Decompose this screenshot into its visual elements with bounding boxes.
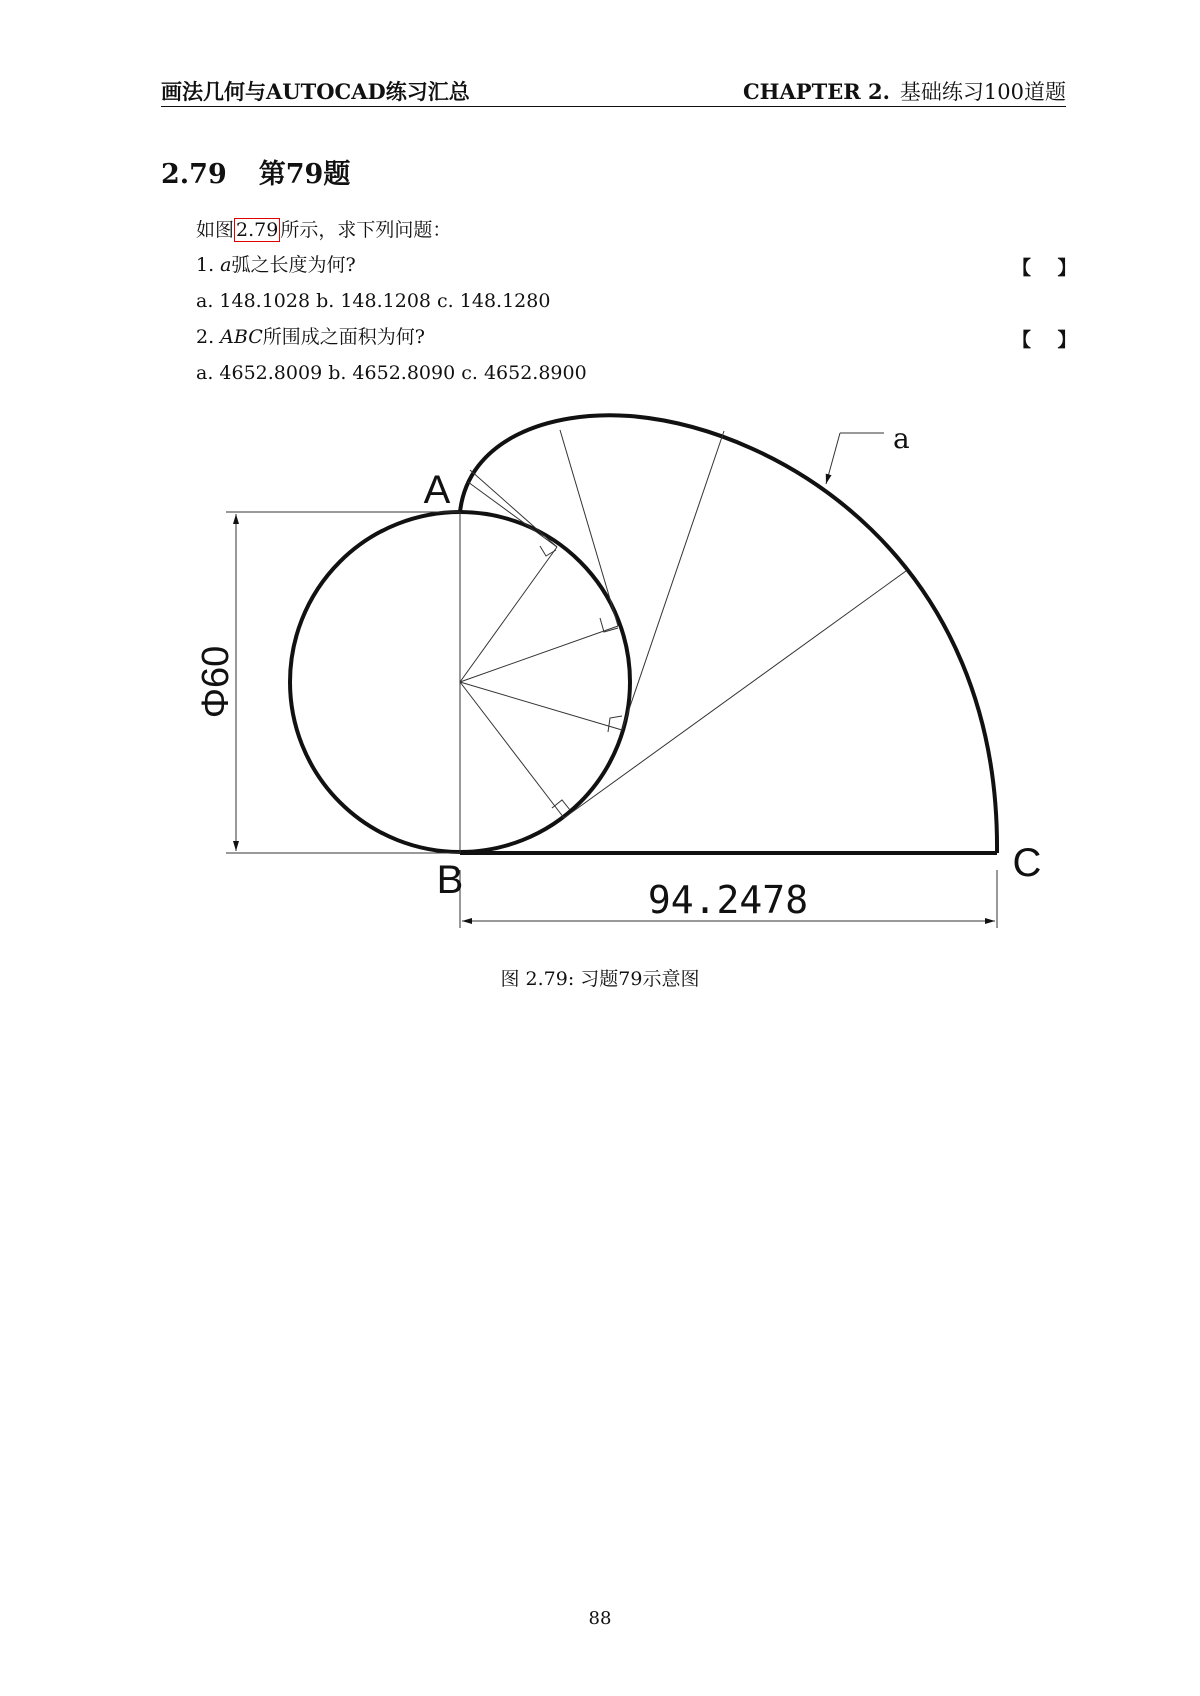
- question-1-var: a: [220, 254, 232, 276]
- diameter-label: Φ60: [195, 645, 237, 719]
- answer-bracket-1: 【 】: [1012, 257, 1077, 279]
- length-label: 94.2478: [647, 878, 809, 922]
- question-2-options: a. 4652.8009 b. 4652.8090 c. 4652.8900: [196, 362, 587, 384]
- question-2-number: 2.: [196, 326, 221, 348]
- intro-after: 所示，求下列问题：: [280, 219, 452, 241]
- chapter-title: 基础练习100道题: [899, 80, 1066, 104]
- right-angle-markers: [540, 546, 622, 810]
- question-1-number: 1.: [196, 254, 221, 276]
- point-label-c: C: [1012, 841, 1042, 885]
- section-number: 2.79: [161, 159, 227, 190]
- figure-caption: 图 2.79: 习题79示意图: [500, 968, 700, 990]
- chapter-number: CHAPTER 2.: [742, 79, 890, 104]
- diameter-dimension: [226, 512, 460, 853]
- book-title: 画法几何与AUTOCAD练习汇总: [161, 79, 470, 104]
- figure-ref-link[interactable]: 2.79: [236, 219, 279, 241]
- question-1-options: a. 148.1028 b. 148.1208 c. 148.1280: [196, 290, 551, 312]
- question-2-text: 所围成之面积为何?: [262, 326, 425, 348]
- arc-label-a: a: [893, 422, 910, 455]
- question-2-var: ABC: [220, 326, 263, 348]
- section-name: 第79题: [258, 159, 351, 190]
- radial-lines: [460, 547, 622, 818]
- point-label-a: A: [423, 468, 451, 512]
- intro-before: 如图: [196, 219, 235, 241]
- point-label-b: B: [436, 858, 464, 902]
- answer-bracket-2: 【 】: [1012, 329, 1077, 351]
- question-1-text: 弧之长度为何?: [231, 254, 356, 276]
- page-number: 88: [588, 1608, 612, 1629]
- arc-leader: [826, 433, 884, 484]
- tangent-lines: [468, 430, 906, 818]
